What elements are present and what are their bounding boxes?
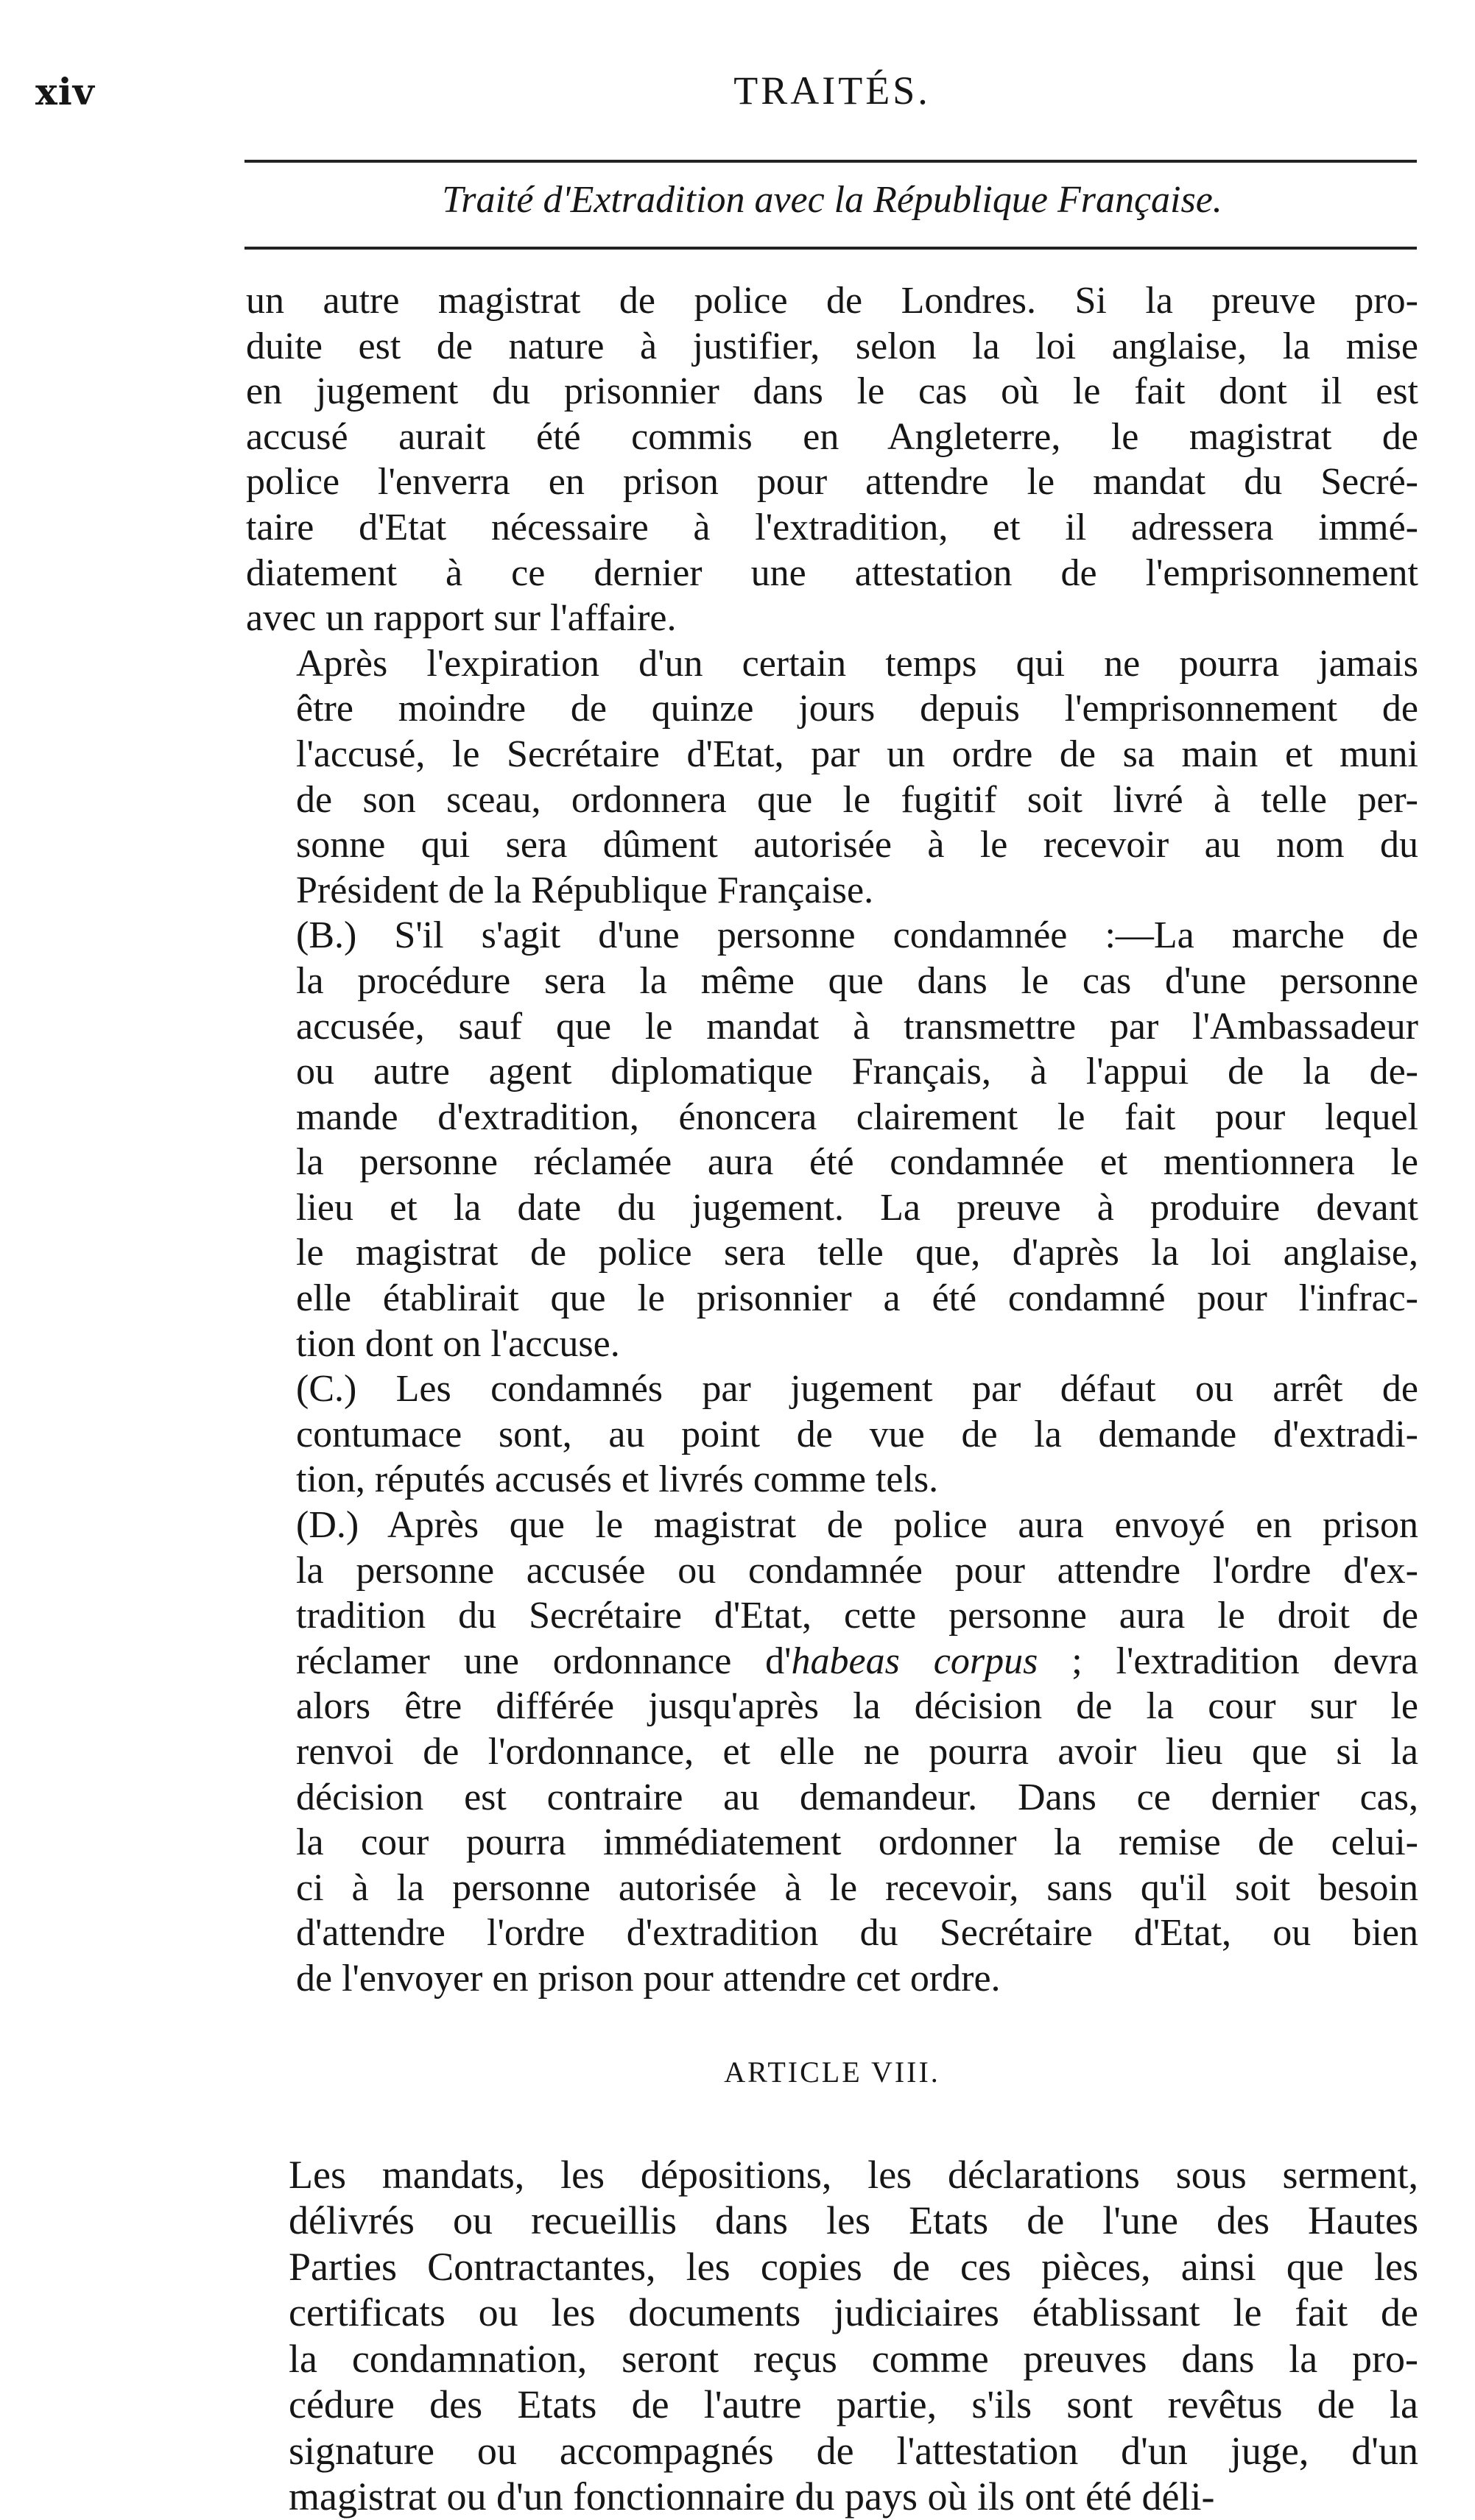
paragraph-d-habeas-corpus [246,1503,1418,2002]
text-line: alors être différée jusqu'après la décision de la cour sur le [296,1685,1418,1728]
text-line: tion dont on l'accuse. [296,1322,620,1365]
text-line: lieu et la date du jugement. La preuve à produire devant [296,1186,1418,1229]
paragraph-continuation [246,278,1418,641]
text-line: (D.) Après que le magistrat de police aura envoyé en prison [296,1504,1418,1547]
text-line: (B.) S'il s'agit d'une personne condamnée :—La marche de [296,914,1418,957]
text-line: de son sceau, ordonnera que le fugitif soit livré à telle per- [296,778,1418,821]
text-line: ou autre agent diplomatique Français, à l'appui de la de- [296,1051,1418,1093]
text-line: la personne réclamée aura été condamnée et mentionnera le [296,1141,1418,1184]
running-title: TRAITÉS. [733,68,931,113]
text-line: Après l'expiration d'un certain temps qui ne pourra jamais [296,642,1418,685]
text-line: délivrés ou recueillis dans les Etats de l'une des Hautes [289,2198,1418,2243]
body-text [246,278,1418,2520]
text-line: sonne qui sera dûment autorisée à le recevoir au nom du [296,824,1418,867]
text-line: duite est de nature à justifier, selon la loi anglaise, la mise [246,325,1418,367]
text-line: avec un rapport sur l'affaire. [246,597,677,640]
text-line: diatement à ce dernier une attestation de l'emprisonnement [246,551,1418,594]
text-line: la cour pourra immédiatement ordonner la remise de celui- [296,1821,1418,1864]
text-line: ci à la personne autorisée à le recevoir, sans qu'il soit besoin [296,1866,1418,1909]
text-line: contumace sont, au point de vue de la demande d'extradi- [296,1413,1418,1455]
text-line: tion, réputés accusés et livrés comme tels. [296,1458,939,1501]
text-line: renvoi de l'ordonnance, et elle ne pourra avoir lieu que si la [296,1731,1418,1773]
text-line: de l'envoyer en prison pour attendre cet ordre. [296,1957,1001,2000]
text-line: mande d'extradition, énoncera clairement le fait pour lequel [296,1095,1418,1138]
text-line: taire d'Etat nécessaire à l'extradition, et il adressera immé- [246,506,1418,548]
text-line: Les mandats, les dépositions, les déclarations sous serment, [289,2152,1418,2197]
text-line: un autre magistrat de police de Londres. Si la preuve pro- [246,280,1418,322]
text-line: la condamnation, seront reçus comme preuves dans la pro- [289,2336,1418,2381]
header-rule-bottom [244,247,1417,250]
text-line: être moindre de quinze jours depuis l'emprisonnement de [296,688,1418,730]
text-line: magistrat ou d'un fonctionnaire du pays où ils ont été déli- [289,2474,1215,2519]
text-line: accusé aurait été commis en Angleterre, le magistrat de [246,415,1418,458]
text-line: Parties Contractantes, les copies de ces pièces, ainsi que les [289,2244,1418,2289]
text-line: signature ou accompagnés de l'attestation d'un juge, d'un [289,2428,1418,2473]
text-line: décision est contraire au demandeur. Dans ce dernier cas, [296,1776,1418,1818]
paragraph-c-default-judgment [246,1366,1418,1503]
text-line: d'attendre l'ordre d'extradition du Secrétaire d'Etat, ou bien [296,1912,1418,1955]
text-line: elle établirait que le prisonnier a été condamné pour l'infrac- [296,1277,1418,1320]
text-line: la procédure sera la même que dans le cas d'une personne [296,959,1418,1002]
text-line: la personne accusée ou condamnée pour attendre l'ordre d'ex- [296,1549,1418,1592]
text-line: (C.) Les condamnés par jugement par défaut ou arrêt de [296,1368,1418,1411]
text-line: Président de la République Française. [296,869,874,911]
text-line: police l'enverra en prison pour attendre le mandat du Secré- [246,461,1418,504]
text-line: l'accusé, le Secrétaire d'Etat, par un ordre de sa main et muni [296,733,1418,775]
text-line: accusée, sauf que le mandat à transmettre par l'Ambassadeur [296,1005,1418,1048]
paragraph-expiration [246,641,1418,914]
page-number: xiv [35,70,95,113]
text-line: le magistrat de police sera telle que, d'après la loi anglaise, [296,1232,1418,1274]
text-line: cédure des Etats de l'autre partie, s'ils sont revêtus de la [289,2382,1418,2427]
text-line: en jugement du prisonnier dans le cas où le fait dont il est [246,370,1418,413]
article-viii-paragraph [246,2152,1418,2520]
paragraph-b-condemned [246,913,1418,1366]
text-line: certificats ou les documents judiciaires établissant le fait de [289,2290,1418,2335]
text-line: tradition du Secrétaire d'Etat, cette personne aura le droit de [296,1595,1418,1637]
header-rule-top [244,160,1417,163]
text-line: réclamer une ordonnance d'habeas corpus ; l'extradition devra [296,1640,1418,1682]
article-heading: ARTICLE VIII. [724,2055,940,2089]
treaty-subtitle: Traité d'Extradition avec la République Française. [442,179,1222,221]
